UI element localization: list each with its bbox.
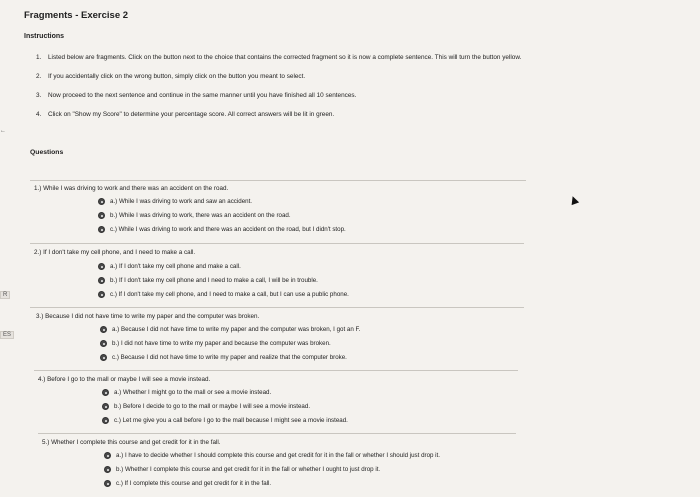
divider: [30, 307, 524, 308]
divider: [38, 433, 516, 434]
question-1-option-a[interactable]: a.) While I was driving to work and saw an accident.: [98, 198, 252, 205]
edge-arrow-mark: ←: [0, 128, 6, 134]
question-5-prompt: 5.) Whether I complete this course and get credit for it in the fall.: [42, 439, 221, 446]
instruction-item: 3. Now proceed to the next sentence and continue in the same manner until you have finished all 10 sentences.: [36, 92, 357, 99]
question-4-option-b[interactable]: b.) Before I decide to go to the mall or maybe I will see a movie instead.: [102, 403, 310, 410]
question-2-prompt: 2.) If I don't take my cell phone, and I need to make a call.: [34, 249, 196, 256]
divider: [30, 243, 524, 244]
question-3-option-b[interactable]: b.) I did not have time to write my paper and because the computer was broken.: [100, 340, 331, 347]
mouse-cursor-icon: [569, 195, 579, 205]
question-1-option-c[interactable]: c.) While I was driving to work and there was an accident on the road, but I didn't stop.: [98, 226, 346, 233]
questions-heading: Questions: [30, 149, 64, 156]
question-5-option-a[interactable]: a.) I have to decide whether I should complete this course and get credit for it in the fall or whether I should just drop it.: [104, 452, 440, 459]
radio-button-icon[interactable]: [102, 417, 109, 424]
question-3-prompt: 3.) Because I did not have time to write my paper and the computer was broken.: [36, 313, 260, 320]
question-4-option-c[interactable]: c.) Let me give you a call before I go to the mall because I might see a movie instead.: [102, 417, 348, 424]
question-3-option-c[interactable]: c.) Because I did not have time to write my paper and realize that the computer broke.: [100, 354, 347, 361]
radio-button-icon[interactable]: [98, 212, 105, 219]
instructions-heading: Instructions: [24, 33, 65, 40]
question-2-option-a[interactable]: a.) If I don't take my cell phone and make a call.: [98, 263, 241, 270]
question-3-option-a[interactable]: a.) Because I did not have time to write my paper and the computer was broken, I got an F.: [100, 326, 360, 333]
divider: [34, 370, 518, 371]
radio-button-icon[interactable]: [100, 340, 107, 347]
question-1-option-b[interactable]: b.) While I was driving to work, there was an accident on the road.: [98, 212, 291, 219]
instruction-item: 2. If you accidentally click on the wrong button, simply click on the button you meant to select.: [36, 73, 306, 80]
radio-button-icon[interactable]: [100, 326, 107, 333]
radio-button-icon[interactable]: [104, 480, 111, 487]
radio-button-icon[interactable]: [100, 354, 107, 361]
instructions-list: [36, 53, 521, 129]
instruction-item: 4. Click on "Show my Score" to determine your percentage score. All correct answers will be lit in green.: [36, 111, 335, 118]
instruction-item: 1. Listed below are fragments. Click on the button next to the choice that contains the corrected fragment so it is now a complete sentence. This will turn the button yellow.: [36, 54, 522, 61]
question-1-prompt: 1.) While I was driving to work and there was an accident on the road.: [34, 185, 229, 192]
question-2-option-c[interactable]: c.) If I don't take my cell phone, and I need to make a call, but I can use a public phone.: [98, 291, 349, 298]
question-5-option-b[interactable]: b.) Whether I complete this course and get credit for it in the fall or whether I ought to just drop it.: [104, 466, 380, 473]
radio-button-icon[interactable]: [98, 198, 105, 205]
question-2-option-b[interactable]: b.) If I don't take my cell phone and I need to make a call, I will be in trouble.: [98, 277, 318, 284]
radio-button-icon[interactable]: [98, 291, 105, 298]
radio-button-icon[interactable]: [98, 277, 105, 284]
radio-button-icon[interactable]: [102, 389, 109, 396]
question-5-option-c[interactable]: c.) If I complete this course and get credit for it in the fall.: [104, 480, 271, 487]
radio-button-icon[interactable]: [98, 226, 105, 233]
edge-mark-es: ES: [0, 331, 14, 339]
edge-mark-r: R: [0, 291, 10, 299]
question-4-option-a[interactable]: a.) Whether I might go to the mall or see a movie instead.: [102, 389, 271, 396]
page-title: Fragments - Exercise 2: [24, 10, 129, 21]
radio-button-icon[interactable]: [104, 452, 111, 459]
radio-button-icon[interactable]: [98, 263, 105, 270]
radio-button-icon[interactable]: [104, 466, 111, 473]
divider: [30, 180, 526, 181]
question-4-prompt: 4.) Before I go to the mall or maybe I will see a movie instead.: [38, 376, 211, 383]
radio-button-icon[interactable]: [102, 403, 109, 410]
